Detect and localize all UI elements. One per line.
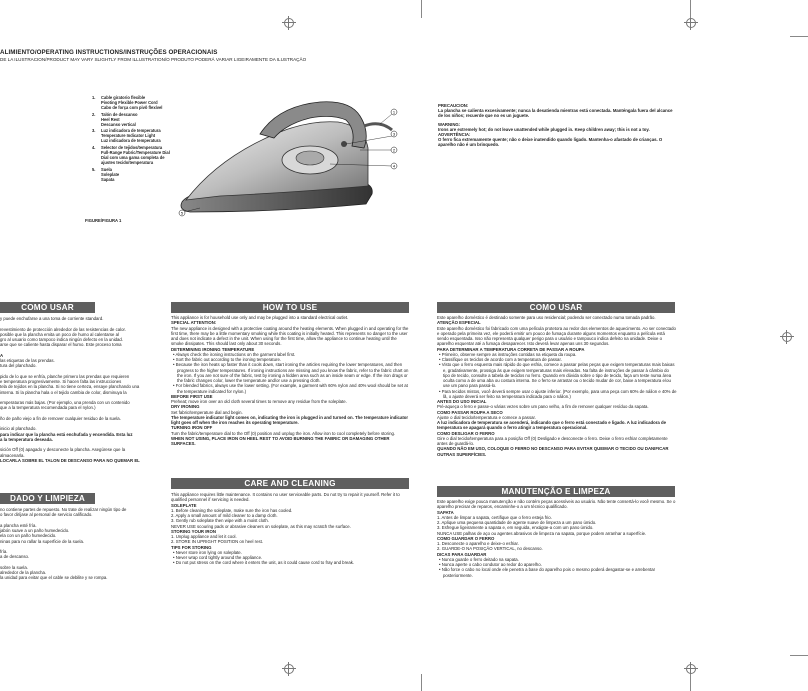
step-item: 2. Aplique uma pequena quantidade de agente suave de limpeza a um pano úmido.	[437, 520, 597, 525]
part-label: Descanso vertical	[101, 121, 136, 127]
text-line: a de descanso.	[0, 554, 30, 560]
part-number: 4.	[92, 145, 96, 151]
en-before-text: Preheat; move iron over an old cloth several times to remove any residue from the soleplate.	[171, 399, 347, 404]
step-item: 1. Desconecte o aparelho e deixe-o esfriar.	[437, 541, 519, 546]
warning-heading: WARNING:	[438, 121, 461, 127]
pt-before-heading: ANTES DO USO INICIAL	[437, 399, 487, 404]
pt-temp-heading: PARA DETERMINAR A TEMPERATURA CORRETA DE PASSAR A ROUPA	[437, 346, 585, 352]
en-never-text: NEVER USE scouring pads or abrasive cleaners on soleplate, as this may scratch the surface.	[171, 523, 351, 529]
bullet-item: • Never store iron lying on soleplate.	[173, 549, 242, 555]
registration-mark	[282, 662, 296, 676]
pt-care-text	[437, 499, 677, 578]
text-line: alrededor de la plancha.	[0, 570, 47, 575]
pt-heel-text: QUANDO NÃO EM USO, COLOQUE O FERRO NO DESCANSO PARA EVITAR QUEIMAR O TECIDO OU DANIFICAR OUTRAS SUPERFÍCIES.	[437, 446, 669, 457]
en-special-text: The new appliance is designed with a protective coating around the heating elements. When plugged in and operating for the first time, there may be a little momentary smoking while this coating is initially heated. This represents no danger to the user and does not indicate a defect in the unit. When using for the first time, allow the appliance to continue heating until the smoke dissipates. This should last only about 30 seconds.	[171, 325, 409, 347]
step-item: 1. Unplug appliance and let it cool.	[171, 534, 237, 539]
part-label: Cabo de força com pivô flexível	[101, 104, 163, 110]
en-before-heading: BEFORE FIRST USE	[171, 393, 213, 399]
part-number: 3.	[92, 128, 96, 134]
pt-care-intro: Este aparelho exige pouca manutenção e não contém peças acessíveis ao usuário. Não tente consertá-lo você mesmo. Se o aparelho precisar de reparos, encaminhe-o a um técnico qualificado.	[437, 499, 676, 510]
part-label: Selector de tejidos/temperatura	[101, 145, 163, 151]
pt-attn-text: Este aparelho doméstico foi fabricado com uma película protetora ao redor dos elementos de aquecimento. Ao ser conectado e operado pela primeira vez, ele poderá emitir um pouco de fumaça durante alguns momentos enquanto a película está sendo esquentada. Isso não representa qualquer perigo para o usuário e tampouco indica defeito na unidade. Deixe o aparelho esquentar até a fumaça desaparecer. Isto deverá levar apenas uns 30 segundos.	[437, 325, 676, 347]
step-item: 1. Antes de limpar a sapata, certifique que o ferro esteja frio.	[437, 514, 552, 520]
bullet-item: • Always check the ironing instructions on the garment label first.	[173, 351, 296, 357]
text-line: fría.	[0, 549, 8, 554]
pt-how-to-use-text	[437, 315, 677, 457]
part-label: Dial com uma gama completa de	[101, 154, 165, 160]
es-care-heading: DADO Y LIMPIEZA	[0, 493, 95, 504]
pt-off-text: Gire o dial tecido/temperatura para a posição Off (0) Desligado e desconecte o ferro. Deixe o ferro esfriar completamente antes de guardá-lo.	[437, 435, 668, 446]
en-dry-heading: DRY IRONING	[171, 404, 200, 410]
en-intro: This appliance is for household use only and may be plugged into a standard electrical outlet.	[171, 315, 349, 320]
pt-dry-text: Ajuste o dial tecido/temperatura e comece a passar.	[437, 414, 536, 420]
part-label: Full-Range Fabric/Temperature Dial	[101, 150, 170, 156]
pt-store-steps	[437, 541, 677, 552]
pt-sole-steps	[437, 515, 677, 531]
registration-mark	[684, 662, 698, 676]
en-care-intro: This appliance requires little maintenance. It contains no user serviceable parts. Do not try to repair it yourself. Refer it to qualified personnel if servicing is needed.	[171, 492, 400, 503]
text-line: jabón suave a un paño humedecido.	[0, 528, 70, 533]
pt-off-heading: COMO DESLIGAR O FERRO	[437, 430, 495, 436]
crop-mark	[790, 36, 808, 37]
part-label: Pivoting Flexible Power Cord	[101, 99, 158, 105]
warning-block	[438, 103, 678, 148]
en-temp-heading: DETERMINING IRONING TEMPERATURE	[171, 346, 255, 352]
text-line: ninas para no rallar la superficie de la suela.	[0, 538, 85, 544]
bullet-item: • Never wrap cord tightly around the appliance.	[173, 555, 263, 560]
text-line: sición Off (0) apagado y desconecte la plancha. Asegúrese que la	[0, 447, 126, 453]
bullet-item: • Classifique os tecidos de acordo com a temperatura de passar.	[439, 357, 562, 362]
bullet-item: • Because the iron heats up faster than it cools down, start ironing the articles requiring the lower temperatures, and then progress to the higher temperatures. If ironing instructions are missing and you know the fabric, refer to the fabric chart on the iron. If you are not sure of the fabric, test by ironing a hidden area such as an inside seam or edge. If the iron drags or the fabric changes color, lower the temperature and/or use a pressing cloth.	[173, 362, 409, 383]
part-number: 1.	[92, 95, 96, 100]
text-line: revestimiento de protección alrededor de las resistencias de calor.	[0, 326, 126, 332]
pt-tips-heading: DICAS PARA GUARDAR	[437, 551, 487, 557]
step-item: 3. Gently rub soleplate then wipe with a moist cloth.	[171, 518, 269, 524]
document-title: ALIMIENTO/OPERATING INSTRUCTIONS/INSTRUÇÕES OPERACIONAIS	[0, 49, 218, 56]
iron-illustration	[160, 86, 400, 222]
callout-label: 5	[180, 210, 184, 216]
pt-how-to-use-heading: COMO USAR	[437, 302, 675, 313]
crop-mark	[421, 0, 422, 18]
en-special-heading: SPECIAL ATTENTION:	[171, 320, 217, 326]
text-line: almacenarla.	[0, 452, 25, 458]
part-number: 5.	[92, 166, 96, 172]
en-light-text: The temperature indicator light comes on, indicating the iron is plugged in and turned on. The temperature indicator light goes off when the iron reaches its operating temperature.	[171, 414, 409, 425]
text-line: posible que la plancha emita un poco de humo al calentarse al	[0, 331, 119, 337]
warning-heading: ADVERTÊNCIA:	[438, 132, 471, 138]
text-line: interna. Si la plancha hala o el tejido cambia de color, disminuya la	[0, 389, 127, 395]
text-line: las etiquetas de las prendas.	[0, 358, 55, 363]
callout-label: 3	[392, 131, 396, 137]
en-sole-heading: SOLEPLATE	[171, 502, 197, 508]
en-how-to-use-text	[171, 315, 409, 446]
registration-mark	[282, 16, 296, 30]
part-label: Luz indicadora de temperatura	[101, 138, 161, 144]
text-line: pido de lo que se enfría, planche primero las prendas que requieren	[0, 373, 130, 379]
callout-label: 4	[392, 163, 396, 169]
part-label: Heel Rest	[101, 116, 120, 122]
text-line: a plancha esté fría.	[0, 522, 37, 528]
text-line: y puede enchufarse a una toma de corriente standard.	[0, 316, 104, 321]
part-label: Temperature Indicator Light	[101, 133, 156, 139]
text-line: e temperatura progresivamente. Si hacen falta las instrucciones	[0, 379, 122, 384]
crop-mark	[421, 674, 422, 691]
part-number: 2.	[92, 111, 96, 117]
en-dry-text: Set fabric/temperature dial and begin.	[171, 409, 243, 415]
en-store-steps	[171, 534, 409, 545]
warning-heading: PRECAUCION:	[438, 103, 469, 108]
text-line: inicio al planchado.	[0, 426, 37, 432]
part-label: Soleplate	[101, 171, 120, 177]
bullet-item: • Do not put stress on the cord where it enters the unit, as it could cause cord to fray and break.	[173, 560, 355, 566]
bullet-item: • Não force o cabo no local onde ele penetra a base do aparelho pois o mesmo poderá desgastar-se e arrebentar posteriormente.	[439, 567, 656, 578]
crop-mark	[690, 0, 691, 18]
step-item: 2. STORE IN UPRIGHT POSITION on heel rest.	[171, 539, 264, 545]
en-off-text: Turn the fabric/temperature dial to the Off (0) position and unplug the iron. Allow iron to cool completely before storing.	[171, 430, 396, 436]
registration-mark	[684, 16, 698, 30]
pt-never-text: NUNCA USE palhas de aço ou agentes abrasivos de limpeza na sapata, porque podem arranhar a superfície.	[437, 530, 647, 536]
text-line: a la temperatura deseada.	[0, 436, 53, 442]
pt-care-heading: MANUTENÇÃO E LIMPEZA	[437, 486, 675, 497]
en-temp-list	[171, 352, 409, 394]
pt-dry-heading: COMO PASSAR ROUPA A SECO	[437, 409, 503, 415]
text-line: la unidad para evitar que el cable se debilite y se rompa.	[0, 575, 108, 581]
text-line: ño de paño viejo a fin de remover cualquier residuo de la suela.	[0, 415, 121, 421]
text-line: gro al usuario como tampoco indica ningún defecto en la unidad.	[0, 337, 124, 342]
text-line: para indicar que la plancha está enchufada y encendida. Esta luz	[0, 431, 133, 437]
en-tips-list	[171, 550, 409, 566]
en-how-to-use-heading: HOW TO USE	[171, 302, 409, 313]
registration-mark	[780, 330, 794, 344]
part-label: Talón de descanso	[101, 111, 138, 117]
text-line: tela de tejidos en la plancha. Si no tiene certeza, ensaye planchando una	[0, 384, 140, 390]
bullet-item: • Sort the fabric out according to the ironing temperature.	[173, 357, 282, 362]
crop-mark	[690, 674, 691, 691]
pt-store-heading: COMO GUARDAR O FERRO	[437, 535, 495, 541]
bullet-item: • For blended fabrics, always use the lower setting. (For example, a garment with 60% nylon and 40% wool should be set at the temperature indicated for nylon.)	[173, 383, 408, 394]
text-line: que a la temperatura recomendada para el nylon.)	[0, 405, 96, 411]
en-off-heading: TURNING IRON OFF	[171, 425, 213, 431]
part-label: Luz indicadora de temperatura	[101, 128, 161, 134]
bullet-item: • Para tecidos mistos, você deverá sempre usar o ajuste inferior. (Por exemplo, para uma peça com 60% de náilon e 40% de lã, o ajuste deverá ser feito na temperatura indicada para o náilon.)	[439, 388, 677, 399]
pt-temp-list	[437, 352, 677, 399]
en-sole-steps	[171, 508, 409, 524]
text-line: A	[0, 352, 4, 358]
text-line: arse que se caliente hasta disparar el humo. Este proceso toma	[0, 342, 122, 348]
en-tips-heading: TIPS FOR STORING	[171, 544, 212, 550]
bullet-item: • Visto que o ferro esquenta mais rápido do que esfria, comece a passar pelas peças que exigem temperaturas mais baixas e, gradativamente, prossiga às que exigem temperaturas mais elevadas. Na falta de instruções de passar à câmbio do tipo de tecido, consulte a tabela de tecidos no ferro. Quando em dúvida sobre o tipo de tecido, faça um teste numa área oculta como a de uma aba ou costura interna. Se o ferro se arrastar ou o tecido mudar de cor, baixe a temperatura e/ou use um pano para passá-lo.	[439, 362, 675, 389]
step-item: 1. Before cleaning the soleplate, make sure the iron has cooled.	[171, 507, 293, 513]
pt-tips-list	[437, 557, 677, 578]
en-heel-text: WHEN NOT USING, PLACE IRON ON HEEL REST TO AVOID BURNING THE FABRIC OR DAMAGING OTHER SURFACES.	[171, 435, 390, 446]
crop-mark	[790, 655, 808, 656]
pt-intro: Este aparelho doméstico é destinado somente para uso residencial; podendo ser conectado numa tomada padrão.	[437, 315, 656, 320]
es-how-to-use-text	[0, 316, 160, 463]
text-line: ela con un paño humedecido.	[0, 533, 57, 539]
part-label: Suela	[101, 166, 112, 172]
es-care-text	[0, 507, 160, 581]
figure-label: FIGURE/FIGURA 1	[85, 218, 122, 223]
en-care-text	[171, 492, 409, 566]
pt-light-text: A luz indicadora de temperatura se acenderá, indicando que o ferro está conectado e ligado. A luz indicadora de temperatura se apagará quando o ferro atingir a temperatura operacional.	[437, 420, 666, 431]
en-store-heading: STORING YOUR IRON	[171, 528, 216, 534]
bullet-item: • Primeiro, observe sempre as instruções contidas na etiqueta da roupa.	[439, 351, 577, 357]
text-line: LOCARLA SOBRE EL TALON DE DESCANSO PARA NO QUEMAR EL	[0, 457, 140, 463]
pt-attn-heading: ATENÇÃO ESPECIAL	[437, 320, 481, 326]
part-label: ajustes tecido/temperatura	[101, 159, 154, 165]
text-line: tura del planchado.	[0, 363, 37, 369]
en-care-heading: CARE AND CLEANING	[171, 478, 409, 489]
pt-sole-heading: SAPATA	[437, 509, 454, 515]
callout-label: 2	[392, 147, 396, 153]
part-label: Sapata	[101, 176, 115, 182]
step-item: 3. Esfregue ligeiramente a sapata e, em seguida, enxágüe-a com um pano úmido.	[437, 525, 594, 531]
warning-text: Irons are extremely hot; do not leave unattended while plugged in. Keep children away; this is not a toy.	[438, 126, 650, 132]
text-line: emperaturas más bajas. (Por ejemplo, una prenda con un contenido	[0, 400, 130, 405]
step-item: 2. Apply a small amount of mild cleaner to a damp cloth.	[171, 513, 278, 518]
bullet-item: • Nunca aperte o cabo condutor ao redor do aparelho.	[439, 562, 542, 567]
part-label: Cable giratorio flexible	[101, 95, 146, 100]
es-how-to-use-heading: COMO USAR	[0, 302, 95, 313]
callout-label: 1	[392, 109, 396, 115]
step-item: 2. GUARDE-O NA POSIÇÃO VERTICAL, no descanso.	[437, 546, 543, 552]
bullet-item: • Nunca guarde o ferro deitado na sapata.	[439, 556, 519, 562]
text-line: o favor diríjase al personal de servicio calificado.	[0, 512, 93, 518]
document-subtitle: DE LA ILUSTRACION/PRODUCT MAY VARY SLIGHTLY FROM ILLUSTRATION/O PRODUTO PODERÁ VARIAR LIGEIRAMENTE DA ILUSTRAÇÃO	[0, 57, 307, 62]
text-line: no contiene partes de repuesto. No trate de realizar ningún tipo de	[0, 507, 127, 512]
text-line: sobre la suela.	[0, 564, 28, 570]
warning-text: La plancha se calienta excesivamente; nunca la desatienda mientras está conectada. Manténgala fuera del alcance de los niños; recuerde que no es un juguete.	[438, 108, 673, 119]
warning-text: O ferro fica extremamente quente; não o deixe inatendido quando ligado. Mantenha-o afastado de crianças. O aparelho não é um brinquedo.	[438, 137, 663, 148]
pt-before-text: Pré-aqueça o ferro e passe-o várias vezes sobre um pano velho, a fim de remover qualquer resíduo da sapata.	[437, 404, 649, 410]
